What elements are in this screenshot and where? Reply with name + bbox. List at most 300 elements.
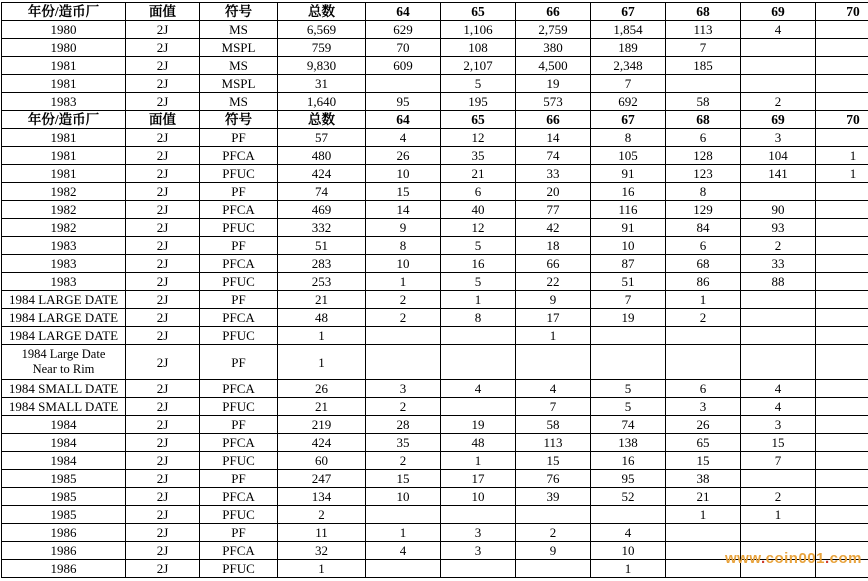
- cell-r18-c8: [666, 327, 741, 345]
- table-row: [2, 57, 868, 75]
- table-row: [2, 201, 868, 219]
- cell-r9-c4: 10: [366, 165, 441, 183]
- cell-r24-c6: 15: [516, 452, 591, 470]
- cell-r23-c5: 48: [441, 434, 516, 452]
- cell-r9-c2: PFUC: [200, 165, 278, 183]
- cell-r25-c4: 15: [366, 470, 441, 488]
- cell-r12-c0: 1982: [2, 219, 126, 237]
- cell-r24-c2: PFUC: [200, 452, 278, 470]
- cell-r7-c0: 1981: [2, 129, 126, 147]
- cell-r16-c3: 21: [278, 291, 366, 309]
- cell-r10-c10: [816, 183, 868, 201]
- cell-r4-c0: 1981: [2, 75, 126, 93]
- cell-r3-c9: [741, 57, 816, 75]
- cell-r25-c0: 1985: [2, 470, 126, 488]
- cell-r7-c8: 6: [666, 129, 741, 147]
- cell-r4-c3: 31: [278, 75, 366, 93]
- cell-r14-c1: 2J: [126, 255, 200, 273]
- table-row: [2, 183, 868, 201]
- cell-r30-c0: 1986: [2, 560, 126, 578]
- cell-r16-c5: 1: [441, 291, 516, 309]
- cell-r25-c3: 247: [278, 470, 366, 488]
- cell-r13-c10: [816, 237, 868, 255]
- cell-r24-c5: 1: [441, 452, 516, 470]
- cell-r21-c7: 5: [591, 398, 666, 416]
- cell-r12-c7: 91: [591, 219, 666, 237]
- table-body: [2, 3, 868, 578]
- cell-r16-c0: 1984 LARGE DATE: [2, 291, 126, 309]
- cell-r20-c4: 3: [366, 380, 441, 398]
- cell-r17-c3: 48: [278, 309, 366, 327]
- cell-r2-c9: [741, 39, 816, 57]
- cell-r18-c0: 1984 LARGE DATE: [2, 327, 126, 345]
- cell-r16-c6: 9: [516, 291, 591, 309]
- table-row: [2, 165, 868, 183]
- cell-r25-c1: 2J: [126, 470, 200, 488]
- cell-r20-c6: 4: [516, 380, 591, 398]
- cell-r1-c0: 1980: [2, 21, 126, 39]
- cell-r27-c1: 2J: [126, 506, 200, 524]
- cell-r7-c6: 14: [516, 129, 591, 147]
- cell-r20-c5: 4: [441, 380, 516, 398]
- cell-r4-c8: [666, 75, 741, 93]
- cell-r1-c2: MS: [200, 21, 278, 39]
- cell-r24-c4: 2: [366, 452, 441, 470]
- cell-r14-c4: 10: [366, 255, 441, 273]
- cell-r2-c6: 380: [516, 39, 591, 57]
- cell-line-1: Near to Rim: [4, 362, 123, 377]
- cell-r29-c3: 32: [278, 542, 366, 560]
- cell-r13-c4: 8: [366, 237, 441, 255]
- table-row: [2, 506, 868, 524]
- watermark-suffix: com: [830, 550, 862, 567]
- cell-r8-c6: 74: [516, 147, 591, 165]
- column-header-8: 68: [666, 111, 741, 129]
- table-row: [2, 560, 868, 578]
- cell-r1-c8: 113: [666, 21, 741, 39]
- cell-r27-c2: PFUC: [200, 506, 278, 524]
- cell-r7-c1: 2J: [126, 129, 200, 147]
- cell-r19-c7: [591, 345, 666, 380]
- cell-r21-c4: 2: [366, 398, 441, 416]
- cell-r13-c9: 2: [741, 237, 816, 255]
- cell-r15-c2: PFUC: [200, 273, 278, 291]
- cell-r5-c1: 2J: [126, 93, 200, 111]
- cell-r22-c6: 58: [516, 416, 591, 434]
- cell-r29-c8: [666, 542, 741, 560]
- cell-r13-c7: 10: [591, 237, 666, 255]
- cell-r11-c1: 2J: [126, 201, 200, 219]
- cell-r25-c2: PF: [200, 470, 278, 488]
- watermark-dot-2: .: [825, 550, 830, 567]
- cell-r8-c8: 128: [666, 147, 741, 165]
- cell-r8-c3: 480: [278, 147, 366, 165]
- cell-r25-c9: [741, 470, 816, 488]
- table-row: [2, 39, 868, 57]
- cell-r21-c8: 3: [666, 398, 741, 416]
- cell-r24-c7: 16: [591, 452, 666, 470]
- cell-r4-c1: 2J: [126, 75, 200, 93]
- cell-r30-c4: [366, 560, 441, 578]
- cell-r14-c6: 66: [516, 255, 591, 273]
- column-header-6: 66: [516, 3, 591, 21]
- cell-r8-c10: 1: [816, 147, 868, 165]
- cell-r20-c7: 5: [591, 380, 666, 398]
- cell-r12-c5: 12: [441, 219, 516, 237]
- cell-r20-c3: 26: [278, 380, 366, 398]
- cell-r15-c9: 88: [741, 273, 816, 291]
- cell-r19-c4: [366, 345, 441, 380]
- cell-r11-c2: PFCA: [200, 201, 278, 219]
- cell-r1-c6: 2,759: [516, 21, 591, 39]
- cell-r15-c0: 1983: [2, 273, 126, 291]
- column-header-7: 67: [591, 3, 666, 21]
- cell-r28-c3: 11: [278, 524, 366, 542]
- cell-r17-c5: 8: [441, 309, 516, 327]
- cell-r20-c1: 2J: [126, 380, 200, 398]
- cell-r3-c0: 1981: [2, 57, 126, 75]
- cell-r25-c8: 38: [666, 470, 741, 488]
- cell-r24-c3: 60: [278, 452, 366, 470]
- cell-r12-c1: 2J: [126, 219, 200, 237]
- cell-r28-c6: 2: [516, 524, 591, 542]
- cell-r21-c9: 4: [741, 398, 816, 416]
- cell-r21-c2: PFUC: [200, 398, 278, 416]
- cell-r3-c10: [816, 57, 868, 75]
- cell-r15-c3: 253: [278, 273, 366, 291]
- cell-r13-c1: 2J: [126, 237, 200, 255]
- cell-r23-c10: [816, 434, 868, 452]
- cell-r13-c3: 51: [278, 237, 366, 255]
- cell-r5-c3: 1,640: [278, 93, 366, 111]
- column-header-6: 66: [516, 111, 591, 129]
- column-header-8: 68: [666, 3, 741, 21]
- cell-r16-c4: 2: [366, 291, 441, 309]
- cell-r3-c4: 609: [366, 57, 441, 75]
- cell-r18-c6: 1: [516, 327, 591, 345]
- cell-r22-c10: [816, 416, 868, 434]
- column-header-2: 符号: [200, 3, 278, 21]
- cell-r3-c8: 185: [666, 57, 741, 75]
- cell-r10-c0: 1982: [2, 183, 126, 201]
- cell-r20-c10: [816, 380, 868, 398]
- column-header-1: 面值: [126, 111, 200, 129]
- table-row: [2, 488, 868, 506]
- cell-r13-c5: 5: [441, 237, 516, 255]
- cell-r9-c9: 141: [741, 165, 816, 183]
- table-row: [2, 434, 868, 452]
- cell-r10-c3: 74: [278, 183, 366, 201]
- table-row: [2, 21, 868, 39]
- table-row: [2, 75, 868, 93]
- cell-r23-c1: 2J: [126, 434, 200, 452]
- cell-r3-c2: MS: [200, 57, 278, 75]
- column-header-0: 年份/造币厂: [2, 3, 126, 21]
- cell-r18-c10: [816, 327, 868, 345]
- cell-r2-c7: 189: [591, 39, 666, 57]
- cell-r17-c2: PFCA: [200, 309, 278, 327]
- cell-r28-c5: 3: [441, 524, 516, 542]
- cell-r8-c7: 105: [591, 147, 666, 165]
- cell-r5-c4: 95: [366, 93, 441, 111]
- cell-r16-c2: PF: [200, 291, 278, 309]
- cell-r27-c9: 1: [741, 506, 816, 524]
- cell-r5-c9: 2: [741, 93, 816, 111]
- cell-r11-c4: 14: [366, 201, 441, 219]
- cell-r1-c10: [816, 21, 868, 39]
- cell-r14-c2: PFCA: [200, 255, 278, 273]
- cell-r19-c5: [441, 345, 516, 380]
- cell-r1-c3: 6,569: [278, 21, 366, 39]
- cell-r29-c7: 10: [591, 542, 666, 560]
- column-header-9: 69: [741, 111, 816, 129]
- cell-r29-c10: [816, 542, 868, 560]
- table-row: [2, 273, 868, 291]
- column-header-5: 65: [441, 111, 516, 129]
- cell-r4-c7: 7: [591, 75, 666, 93]
- cell-r1-c7: 1,854: [591, 21, 666, 39]
- cell-r30-c9: [741, 560, 816, 578]
- watermark-mid: coin001: [766, 550, 825, 567]
- cell-r19-c9: [741, 345, 816, 380]
- cell-r2-c8: 7: [666, 39, 741, 57]
- table-row: [2, 470, 868, 488]
- cell-r22-c5: 19: [441, 416, 516, 434]
- cell-r22-c7: 74: [591, 416, 666, 434]
- cell-r27-c4: [366, 506, 441, 524]
- cell-r5-c2: MS: [200, 93, 278, 111]
- cell-r29-c6: 9: [516, 542, 591, 560]
- cell-r10-c7: 16: [591, 183, 666, 201]
- cell-r13-c0: 1983: [2, 237, 126, 255]
- cell-r23-c2: PFCA: [200, 434, 278, 452]
- cell-r12-c9: 93: [741, 219, 816, 237]
- cell-r29-c5: 3: [441, 542, 516, 560]
- cell-r24-c8: 15: [666, 452, 741, 470]
- cell-r27-c7: [591, 506, 666, 524]
- table-row: [2, 219, 868, 237]
- cell-r18-c5: [441, 327, 516, 345]
- cell-r19-c10: [816, 345, 868, 380]
- cell-r5-c6: 573: [516, 93, 591, 111]
- cell-r21-c1: 2J: [126, 398, 200, 416]
- cell-r20-c9: 4: [741, 380, 816, 398]
- cell-r7-c3: 57: [278, 129, 366, 147]
- table-header-row: [2, 3, 868, 21]
- cell-r1-c1: 2J: [126, 21, 200, 39]
- table-row: [2, 291, 868, 309]
- cell-r17-c6: 17: [516, 309, 591, 327]
- cell-r26-c6: 39: [516, 488, 591, 506]
- cell-r17-c8: 2: [666, 309, 741, 327]
- cell-r26-c5: 10: [441, 488, 516, 506]
- cell-r4-c2: MSPL: [200, 75, 278, 93]
- cell-r10-c8: 8: [666, 183, 741, 201]
- cell-r18-c4: [366, 327, 441, 345]
- cell-r30-c6: [516, 560, 591, 578]
- cell-r10-c6: 20: [516, 183, 591, 201]
- cell-r19-c1: 2J: [126, 345, 200, 380]
- cell-r12-c2: PFUC: [200, 219, 278, 237]
- cell-r29-c2: PFCA: [200, 542, 278, 560]
- cell-r2-c1: 2J: [126, 39, 200, 57]
- cell-r30-c5: [441, 560, 516, 578]
- cell-r16-c7: 7: [591, 291, 666, 309]
- cell-r2-c10: [816, 39, 868, 57]
- cell-r3-c5: 2,107: [441, 57, 516, 75]
- cell-r30-c1: 2J: [126, 560, 200, 578]
- cell-r18-c1: 2J: [126, 327, 200, 345]
- cell-r9-c3: 424: [278, 165, 366, 183]
- cell-r10-c4: 15: [366, 183, 441, 201]
- cell-r12-c8: 84: [666, 219, 741, 237]
- table-row: [2, 380, 868, 398]
- cell-r22-c8: 26: [666, 416, 741, 434]
- cell-r24-c0: 1984: [2, 452, 126, 470]
- cell-r10-c1: 2J: [126, 183, 200, 201]
- cell-r11-c6: 77: [516, 201, 591, 219]
- cell-r22-c0: 1984: [2, 416, 126, 434]
- cell-r14-c8: 68: [666, 255, 741, 273]
- cell-r3-c7: 2,348: [591, 57, 666, 75]
- cell-r8-c5: 35: [441, 147, 516, 165]
- cell-r16-c10: [816, 291, 868, 309]
- cell-r23-c9: 15: [741, 434, 816, 452]
- cell-r27-c8: 1: [666, 506, 741, 524]
- cell-r19-c0: [2, 345, 126, 380]
- cell-r5-c10: [816, 93, 868, 111]
- cell-r26-c7: 52: [591, 488, 666, 506]
- table-row: [2, 542, 868, 560]
- cell-r5-c0: 1983: [2, 93, 126, 111]
- cell-r27-c5: [441, 506, 516, 524]
- cell-r20-c2: PFCA: [200, 380, 278, 398]
- cell-r21-c5: [441, 398, 516, 416]
- cell-r26-c3: 134: [278, 488, 366, 506]
- cell-r8-c4: 26: [366, 147, 441, 165]
- cell-r30-c3: 1: [278, 560, 366, 578]
- cell-r18-c3: 1: [278, 327, 366, 345]
- cell-r21-c10: [816, 398, 868, 416]
- cell-r23-c7: 138: [591, 434, 666, 452]
- cell-r11-c10: [816, 201, 868, 219]
- cell-r5-c7: 692: [591, 93, 666, 111]
- cell-r23-c0: 1984: [2, 434, 126, 452]
- cell-r27-c0: 1985: [2, 506, 126, 524]
- cell-r18-c7: [591, 327, 666, 345]
- cell-r13-c6: 18: [516, 237, 591, 255]
- cell-r2-c0: 1980: [2, 39, 126, 57]
- cell-r28-c1: 2J: [126, 524, 200, 542]
- table-row: [2, 452, 868, 470]
- cell-r21-c0: 1984 SMALL DATE: [2, 398, 126, 416]
- cell-r29-c1: 2J: [126, 542, 200, 560]
- column-header-4: 64: [366, 111, 441, 129]
- cell-r25-c10: [816, 470, 868, 488]
- cell-r16-c8: 1: [666, 291, 741, 309]
- cell-r26-c2: PFCA: [200, 488, 278, 506]
- cell-r30-c10: [816, 560, 868, 578]
- cell-r14-c10: [816, 255, 868, 273]
- cell-r14-c7: 87: [591, 255, 666, 273]
- cell-r5-c5: 195: [441, 93, 516, 111]
- cell-r22-c3: 219: [278, 416, 366, 434]
- cell-r7-c7: 8: [591, 129, 666, 147]
- table-row: [2, 237, 868, 255]
- cell-r28-c0: 1986: [2, 524, 126, 542]
- cell-r9-c0: 1981: [2, 165, 126, 183]
- cell-r18-c2: PFUC: [200, 327, 278, 345]
- table-row: [2, 524, 868, 542]
- cell-r26-c1: 2J: [126, 488, 200, 506]
- watermark-dot-1: .: [761, 550, 766, 567]
- cell-r11-c5: 40: [441, 201, 516, 219]
- cell-r25-c7: 95: [591, 470, 666, 488]
- cell-line-0: 1984 Large Date: [4, 347, 123, 362]
- column-header-5: 65: [441, 3, 516, 21]
- cell-r14-c3: 283: [278, 255, 366, 273]
- cell-r28-c9: [741, 524, 816, 542]
- cell-r9-c8: 123: [666, 165, 741, 183]
- cell-r2-c2: MSPL: [200, 39, 278, 57]
- cell-r17-c4: 2: [366, 309, 441, 327]
- cell-r19-c8: [666, 345, 741, 380]
- cell-r9-c7: 91: [591, 165, 666, 183]
- cell-r17-c0: 1984 LARGE DATE: [2, 309, 126, 327]
- cell-r30-c8: [666, 560, 741, 578]
- cell-r11-c0: 1982: [2, 201, 126, 219]
- cell-r24-c1: 2J: [126, 452, 200, 470]
- cell-r17-c1: 2J: [126, 309, 200, 327]
- cell-r29-c0: 1986: [2, 542, 126, 560]
- cell-r10-c9: [741, 183, 816, 201]
- cell-r3-c3: 9,830: [278, 57, 366, 75]
- cell-r14-c5: 16: [441, 255, 516, 273]
- cell-r7-c9: 3: [741, 129, 816, 147]
- cell-r26-c0: 1985: [2, 488, 126, 506]
- cell-r27-c3: 2: [278, 506, 366, 524]
- cell-r23-c6: 113: [516, 434, 591, 452]
- cell-r13-c8: 6: [666, 237, 741, 255]
- cell-r14-c9: 33: [741, 255, 816, 273]
- cell-r23-c3: 424: [278, 434, 366, 452]
- table-row: [2, 416, 868, 434]
- cell-r23-c4: 35: [366, 434, 441, 452]
- cell-r28-c8: [666, 524, 741, 542]
- cell-r11-c3: 469: [278, 201, 366, 219]
- cell-r11-c7: 116: [591, 201, 666, 219]
- column-header-4: 64: [366, 3, 441, 21]
- cell-r1-c4: 629: [366, 21, 441, 39]
- table-row: [2, 398, 868, 416]
- cell-r21-c3: 21: [278, 398, 366, 416]
- cell-r24-c10: [816, 452, 868, 470]
- cell-r8-c9: 104: [741, 147, 816, 165]
- cell-r25-c5: 17: [441, 470, 516, 488]
- table-row: [2, 345, 868, 380]
- cell-r28-c2: PF: [200, 524, 278, 542]
- cell-r15-c1: 2J: [126, 273, 200, 291]
- column-header-3: 总数: [278, 3, 366, 21]
- cell-r8-c0: 1981: [2, 147, 126, 165]
- cell-r7-c2: PF: [200, 129, 278, 147]
- cell-r4-c6: 19: [516, 75, 591, 93]
- cell-r20-c0: 1984 SMALL DATE: [2, 380, 126, 398]
- cell-r15-c7: 51: [591, 273, 666, 291]
- cell-r9-c1: 2J: [126, 165, 200, 183]
- column-header-9: 69: [741, 3, 816, 21]
- cell-r16-c9: [741, 291, 816, 309]
